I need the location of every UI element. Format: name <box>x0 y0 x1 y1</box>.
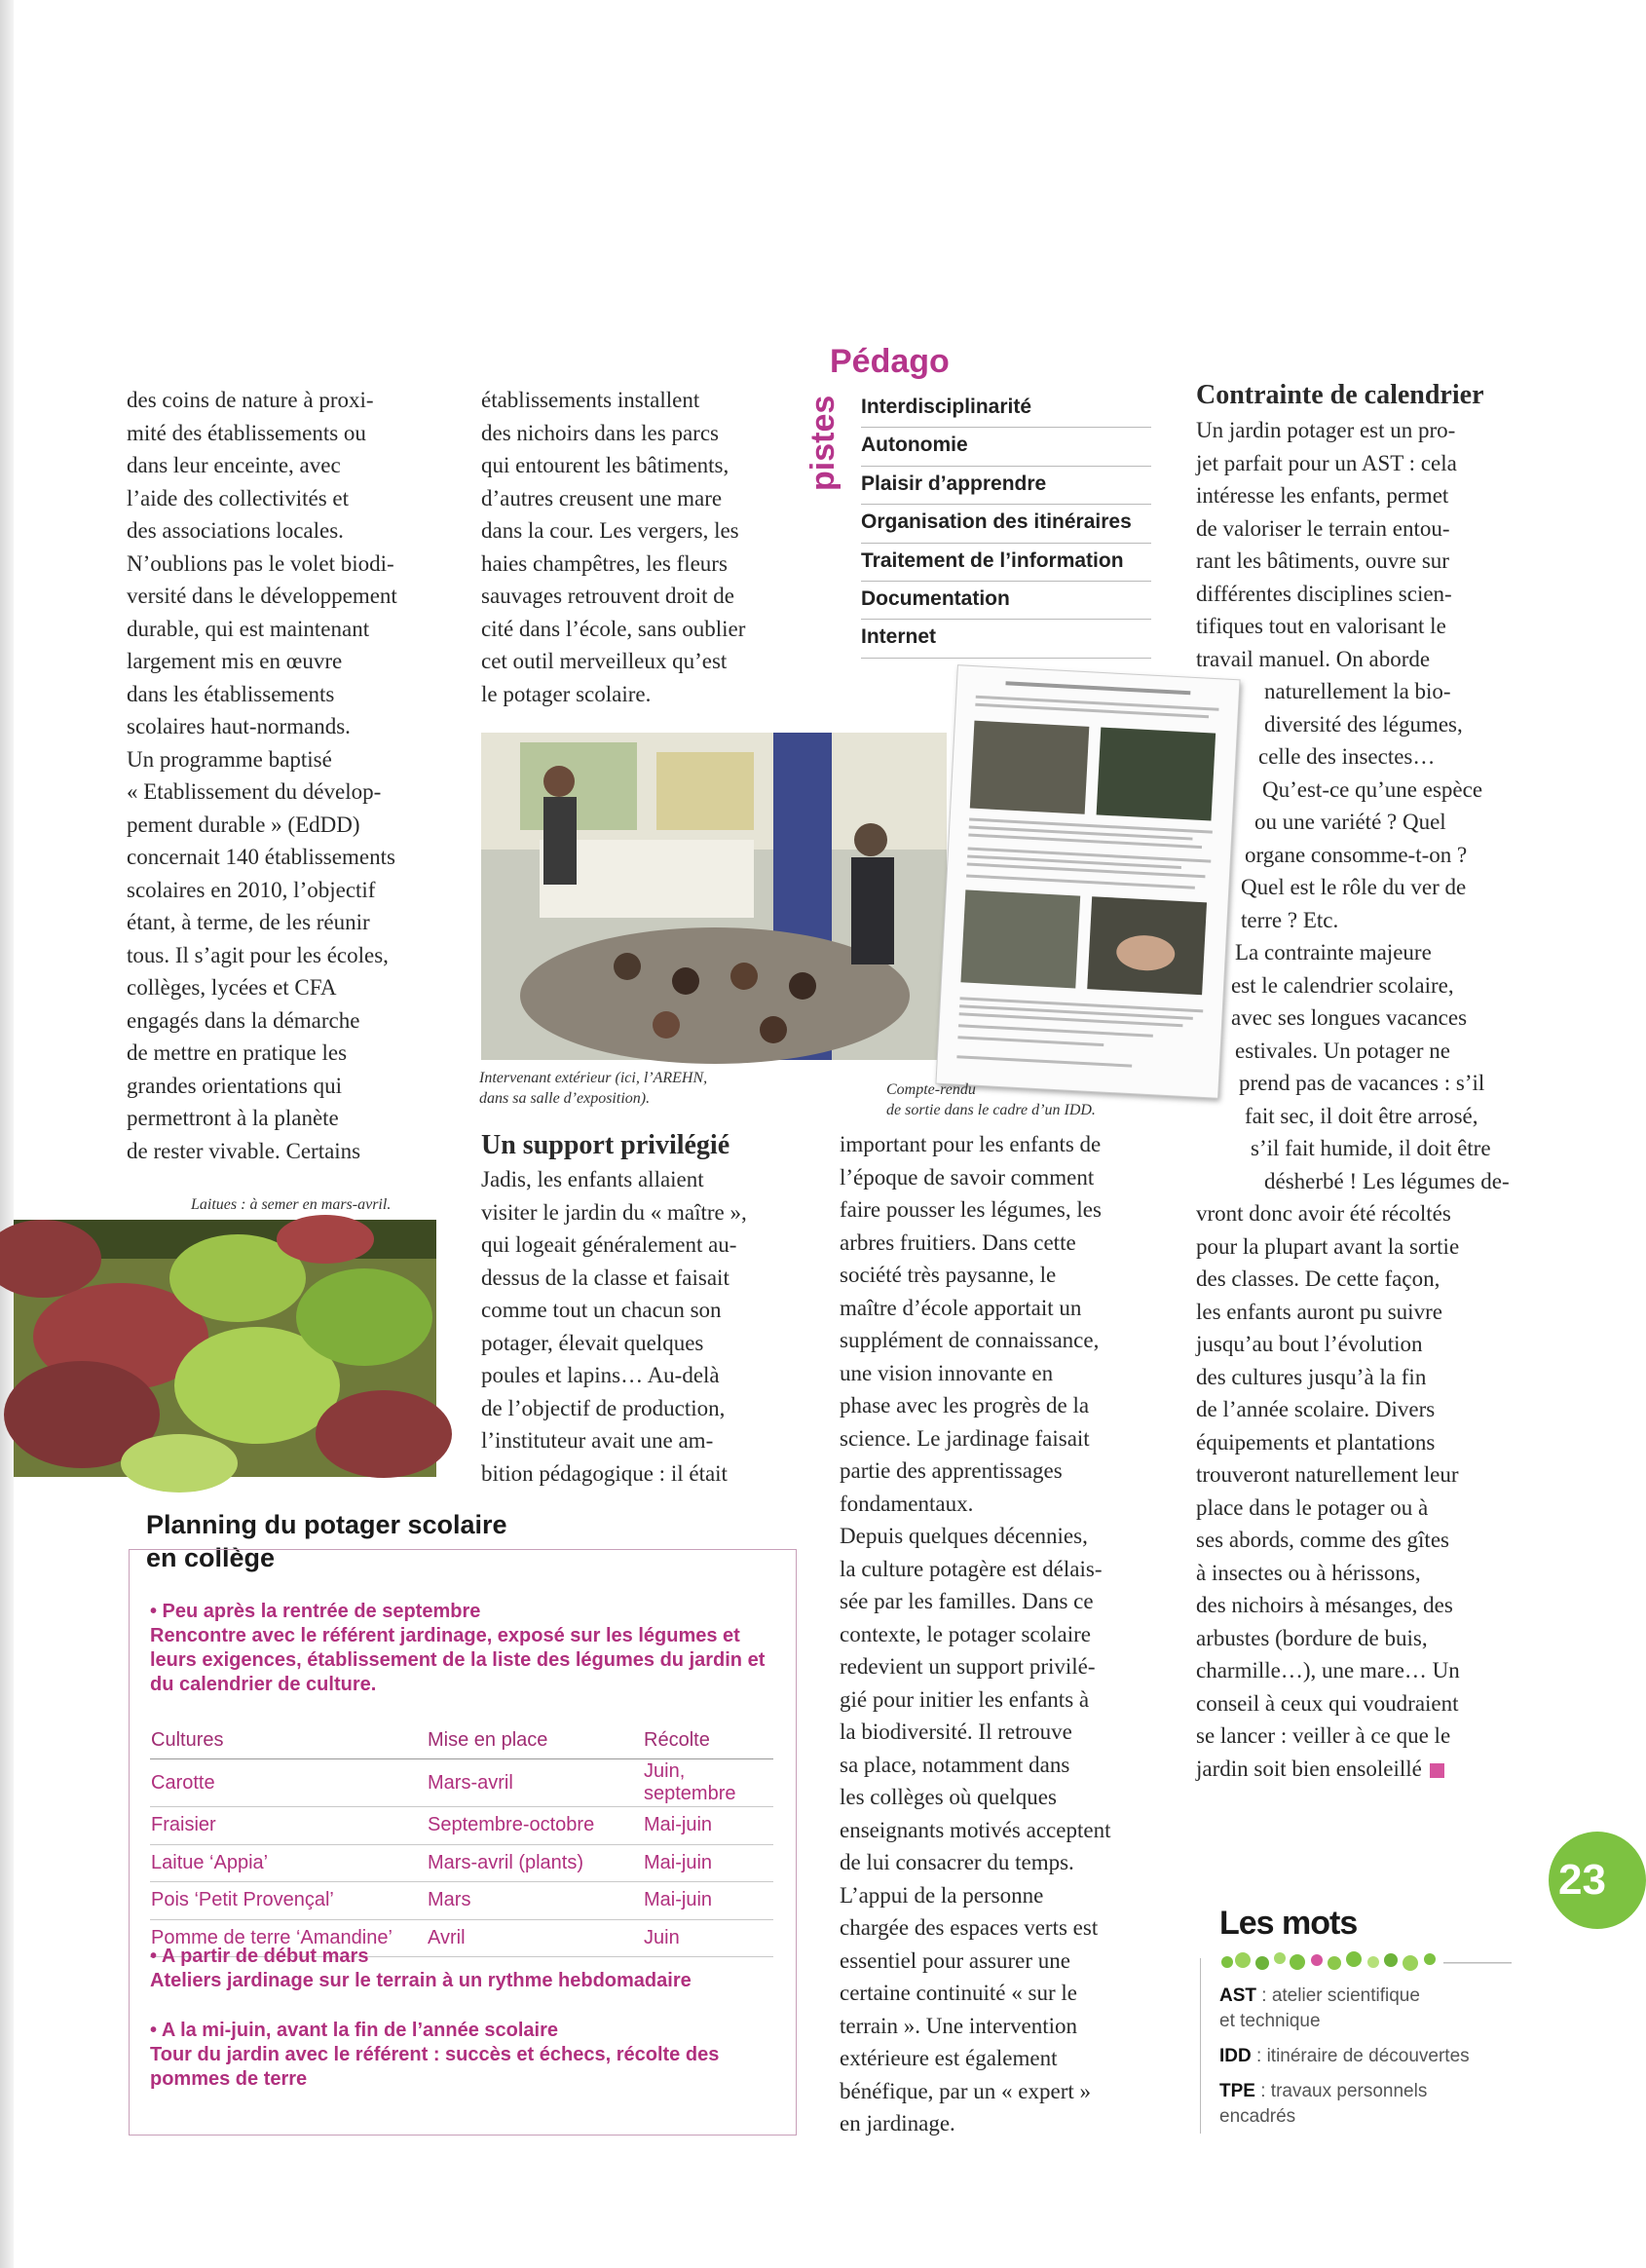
col3b-line: phase avec les progrès de la <box>840 1393 1090 1418</box>
support-line: l’instituteur avait une am- <box>481 1428 714 1453</box>
mots-term: AST <box>1219 1985 1256 2006</box>
mots-text: : travaux personnels <box>1254 2081 1428 2101</box>
support-text <box>481 1163 793 1490</box>
planting-period: Mars-avril (plants) <box>427 1844 643 1882</box>
col3b-line: fondamentaux. <box>840 1491 974 1516</box>
col2-line: qui entourent les bâtiments, <box>481 453 729 477</box>
col3b-line: la culture potagère est délais- <box>840 1556 1103 1581</box>
col4-line: Quel est le rôle du ver de <box>1241 875 1467 899</box>
col1-line: de rester vivable. Certains <box>127 1138 361 1163</box>
pistes-item: Internet <box>861 620 1151 658</box>
planning-table-header <box>150 1722 773 1759</box>
col4-line: tifiques tout en valorisant le <box>1196 614 1446 638</box>
col4-line: de valoriser le terrain entou- <box>1196 515 1450 541</box>
support-line: Jadis, les enfants allaient <box>481 1167 704 1191</box>
planning-row <box>150 1882 773 1920</box>
col1-line: permettront à la planète <box>127 1106 339 1130</box>
harvest-period: Juin, septembre <box>643 1759 773 1807</box>
pistes-item: Plaisir d’apprendre <box>861 467 1151 505</box>
col1-line: pement durable » (EdDD) <box>127 812 360 837</box>
planting-period: Mars-avril <box>427 1759 643 1807</box>
col4-line: travail manuel. On aborde <box>1196 646 1431 671</box>
calendar-heading: Contrainte de calendrier <box>1196 380 1484 410</box>
report-caption-line-1: Compte-rendu <box>886 1081 976 1098</box>
col4-line: place dans le potager ou à <box>1196 1494 1429 1520</box>
mots-definition <box>1219 2079 1427 2130</box>
support-line: de l’objectif de production, <box>481 1395 726 1420</box>
support-line: potager, élevait quelques <box>481 1330 704 1355</box>
col4-line: terre ? Etc. <box>1241 907 1339 932</box>
col3b-line: enseignants motivés acceptent <box>840 1817 1111 1842</box>
support-line: dessus de la classe et faisait <box>481 1265 729 1290</box>
col2-line: le potager scolaire. <box>481 681 652 706</box>
step-1-line-1: Rencontre avec le référent jardinage, exposé sur les légumes et <box>150 1625 740 1646</box>
col4-line: organe consomme-t-on ? <box>1245 842 1468 867</box>
col3b-line: certaine continuité « sur le <box>840 1981 1077 2005</box>
step-1-title: • Peu après la rentrée de septembre <box>150 1601 481 1622</box>
pistes-item: Autonomie <box>861 428 1151 466</box>
support-heading: Un support privilégié <box>481 1130 730 1160</box>
col4-line: se lancer : veiller à ce que le <box>1196 1723 1451 1748</box>
article-column-2 <box>481 384 793 710</box>
col3b-line: les collèges où quelques <box>840 1785 1057 1809</box>
col1-line: scolaires haut-normands. <box>127 714 351 738</box>
page-number-badge: 23 <box>1549 1832 1646 1929</box>
col4-line: ses abords, comme des gîtes <box>1196 1528 1449 1552</box>
col3b-line: Depuis quelques décennies, <box>840 1524 1088 1548</box>
col3b-line: sée par les familles. Dans ce <box>840 1589 1094 1613</box>
col3b-line: science. Le jardinage faisait <box>840 1425 1090 1451</box>
col3b-line: sa place, notamment dans <box>840 1752 1070 1777</box>
planning-row <box>150 1759 773 1807</box>
step-2-title: • A partir de début mars <box>150 1946 369 1967</box>
mots-definition <box>1219 1984 1420 2034</box>
col4-line: celle des insectes… <box>1258 744 1436 769</box>
pistes-item: Traitement de l’information <box>861 544 1151 582</box>
support-line: bition pédagogique : il était <box>481 1460 728 1486</box>
col4-line: des nichoirs à mésanges, des <box>1196 1593 1453 1617</box>
col4-line: différentes disciplines scien- <box>1196 581 1452 606</box>
col1-line: engagés dans la démarche <box>127 1007 360 1033</box>
col4-line: diversité des légumes, <box>1264 711 1463 737</box>
end-of-article-marker <box>1430 1763 1444 1778</box>
col4-line: jardin soit bien ensoleillé <box>1196 1753 1517 1786</box>
col4-line: s’il fait humide, il doit être <box>1251 1136 1491 1160</box>
header-mise-en-place: Mise en place <box>427 1722 643 1759</box>
col4-line: est le calendrier scolaire, <box>1231 972 1454 998</box>
col4-line: rant les bâtiments, ouvre sur <box>1196 548 1449 573</box>
col3b-line: partie des apprentissages <box>840 1458 1063 1483</box>
planting-period: Septembre-octobre <box>427 1807 643 1845</box>
col4-line: ou une variété ? Quel <box>1254 810 1446 834</box>
planning-step-2 <box>150 1945 773 1993</box>
col1-line: mité des établissements ou <box>127 420 366 445</box>
col3b-line: de lui consacrer du temps. <box>840 1850 1074 1874</box>
planning-step-1 <box>150 1600 773 1697</box>
pistes-item: Interdisciplinarité <box>861 390 1151 428</box>
col4-line: conseil à ceux qui voudraient <box>1196 1690 1459 1716</box>
mots-term: TPE <box>1219 2081 1255 2101</box>
col1-line: Un programme baptisé <box>127 746 332 772</box>
col4-line: Un jardin potager est un pro- <box>1196 418 1456 442</box>
classroom-photo <box>481 733 947 1060</box>
step-1-line-3: du calendrier de culture. <box>150 1674 377 1695</box>
col1-line: durable, qui est maintenant <box>127 616 370 641</box>
mots-text: : atelier scientifique <box>1256 1985 1420 2006</box>
pistes-title: Pédago <box>830 343 950 380</box>
col2-line: des nichoirs dans les parcs <box>481 420 719 445</box>
lettuce-photo <box>14 1220 436 1477</box>
col1-line: concernait 140 établissements <box>127 845 395 869</box>
col2-line: cité dans l’école, sans oublier <box>481 616 746 641</box>
col1-line: étant, à terme, de les réunir <box>127 910 370 934</box>
mots-term: IDD <box>1219 2046 1252 2066</box>
col3b-line: l’époque de savoir comment <box>840 1164 1095 1190</box>
col1-line: dans leur enceinte, avec <box>127 453 341 477</box>
header-cultures: Cultures <box>150 1722 427 1759</box>
step-3-line-1: Tour du jardin avec le référent : succès et échecs, récolte des <box>150 2044 720 2065</box>
header-recolte: Récolte <box>643 1722 773 1759</box>
col3b-line: redevient un support privilé- <box>840 1654 1096 1679</box>
col3b-line: la biodiversité. Il retrouve <box>840 1720 1072 1744</box>
calendar-text <box>1196 414 1517 1785</box>
col1-line: « Etablissement du dévelop- <box>127 779 382 804</box>
support-line: poules et lapins… Au-delà <box>481 1363 720 1387</box>
step-3-title: • A la mi-juin, avant la fin de l’année scolaire <box>150 2020 558 2041</box>
col1-line: tous. Il s’agit pour les écoles, <box>127 942 389 967</box>
planning-table <box>150 1722 773 1957</box>
mots-title: Les mots <box>1219 1905 1358 1942</box>
support-line: visiter le jardin du « maître », <box>481 1199 747 1225</box>
col3b-line: une vision innovante en <box>840 1360 1054 1385</box>
planning-title-line-1: Planning du potager scolaire <box>146 1510 507 1539</box>
col1-line: des coins de nature à proxi- <box>127 388 374 412</box>
col4-line: fait sec, il doit être arrosé, <box>1245 1103 1478 1128</box>
col2-line: cet outil merveilleux qu’est <box>481 649 728 673</box>
col4-line: de l’année scolaire. Divers <box>1196 1397 1436 1421</box>
col1-line: scolaires en 2010, l’objectif <box>127 877 376 902</box>
col3b-line: extérieure est également <box>840 2046 1058 2070</box>
mots-definition <box>1219 2044 1470 2069</box>
crop-name: Pois ‘Petit Provençal’ <box>150 1882 427 1920</box>
pistes-vertical-label: pistes <box>804 395 842 491</box>
col4-line: avec ses longues vacances <box>1231 1005 1468 1030</box>
mots-text-continued: et technique <box>1219 2011 1321 2031</box>
article-column-4 <box>1196 378 1517 1785</box>
col3b-line: L’appui de la personne <box>840 1882 1044 1908</box>
crop-name: Pomme de terre ‘Amandine’ <box>150 1919 427 1957</box>
col3b-line: société très paysanne, le <box>840 1263 1057 1287</box>
support-line: qui logeait généralement au- <box>481 1232 737 1257</box>
col4-line: les enfants auront pu suivre <box>1196 1299 1442 1324</box>
col3b-line: terrain ». Une intervention <box>840 2013 1077 2038</box>
col2-line: sauvages retrouvent droit de <box>481 584 734 608</box>
col4-line: La contrainte majeure <box>1235 940 1432 964</box>
step-3-line-2: pommes de terre <box>150 2068 308 2090</box>
mots-text: : itinéraire de découvertes <box>1251 2046 1470 2066</box>
col1-line: grandes orientations qui <box>127 1073 343 1098</box>
col3b-line: chargée des espaces verts est <box>840 1915 1099 1940</box>
col4-line: désherbé ! Les légumes de- <box>1264 1168 1510 1193</box>
planning-row <box>150 1807 773 1845</box>
col1-line: des associations locales. <box>127 518 344 543</box>
col4-line: des classes. De cette façon, <box>1196 1266 1440 1291</box>
col1-line: collèges, lycées et CFA <box>127 975 337 1000</box>
mots-text-continued: encadrés <box>1219 2106 1296 2127</box>
col4-line: prend pas de vacances : s’il <box>1239 1071 1485 1095</box>
lettuce-caption: Laitues : à semer en mars-avril. <box>191 1196 392 1213</box>
col2-line: d’autres creusent une mare <box>481 485 723 510</box>
col3b-line: arbres fruitiers. Dans cette <box>840 1229 1076 1255</box>
col3b-line: important pour les enfants de <box>840 1132 1102 1156</box>
col4-line: des cultures jusqu’à la fin <box>1196 1364 1427 1389</box>
report-caption-line-2: de sortie dans le cadre d’un IDD. <box>886 1102 1096 1118</box>
col3b-line: gié pour initier les enfants à <box>840 1686 1090 1712</box>
harvest-period: Mai-juin <box>643 1882 773 1920</box>
crop-name: Laitue ‘Appia’ <box>150 1844 427 1882</box>
col3b-line: bénéfique, par un « expert » <box>840 2078 1092 2103</box>
crop-name: Carotte <box>150 1759 427 1807</box>
col2-line: dans la cour. Les vergers, les <box>481 518 739 543</box>
support-section <box>481 1128 793 1490</box>
harvest-period: Mai-juin <box>643 1807 773 1845</box>
col3b-line: supplément de connaissance, <box>840 1328 1100 1352</box>
harvest-period: Juin <box>643 1919 773 1957</box>
col1-line: l’aide des collectivités et <box>127 485 349 510</box>
col3b-line: maître d’école apportait un <box>840 1295 1082 1320</box>
step-2-line: Ateliers jardinage sur le terrain à un rythme hebdomadaire <box>150 1970 692 1991</box>
col4-line: Qu’est-ce qu’une espèce <box>1262 776 1483 802</box>
col3b-line: en jardinage. <box>840 2111 955 2136</box>
col4-line: estivales. Un potager ne <box>1235 1038 1450 1063</box>
page-spine-shadow <box>0 0 14 2268</box>
col4-line: charmille…), une mare… Un <box>1196 1658 1460 1682</box>
col4-line: pour la plupart avant la sortie <box>1196 1233 1460 1259</box>
pistes-item: Documentation <box>861 582 1151 620</box>
col4-line: jet parfait pour un AST : cela <box>1196 450 1457 475</box>
col3b-line: faire pousser les légumes, les <box>840 1197 1102 1222</box>
article-column-1 <box>127 384 448 1167</box>
col4-line: équipements et plantations <box>1196 1429 1436 1455</box>
col4-line: naturellement la bio- <box>1264 679 1451 703</box>
crop-name: Fraisier <box>150 1807 427 1845</box>
col1-line: de mettre en pratique les <box>127 1040 348 1065</box>
classroom-caption-line-1: Intervenant extérieur (ici, l’AREHN, <box>479 1070 708 1086</box>
planning-row <box>150 1844 773 1882</box>
col4-line: à insectes ou à hérissons, <box>1196 1560 1421 1585</box>
col3b-line: contexte, le potager scolaire <box>840 1621 1091 1646</box>
planting-period: Avril <box>427 1919 643 1957</box>
col4-line: arbustes (bordure de buis, <box>1196 1625 1428 1650</box>
col1-line: dans les établissements <box>127 681 335 706</box>
col1-line: versité dans le développement <box>127 584 397 608</box>
col2-line: établissements installent <box>481 388 700 412</box>
report-document-photo <box>936 665 1240 1099</box>
planting-period: Mars <box>427 1882 643 1920</box>
col2-line: haies champêtres, les fleurs <box>481 550 728 576</box>
support-line: comme tout un chacun son <box>481 1298 722 1322</box>
planning-step-3 <box>150 2019 773 2092</box>
col1-line: largement mis en œuvre <box>127 649 343 673</box>
article-column-3 <box>840 1128 1161 2140</box>
col1-line: N’oublions pas le volet biodi- <box>127 550 394 576</box>
step-1-line-2: leurs exigences, établissement de la liste des légumes du jardin et <box>150 1649 766 1671</box>
classroom-caption-line-2: dans sa salle d’exposition). <box>479 1090 651 1107</box>
harvest-period: Mai-juin <box>643 1844 773 1882</box>
pistes-list <box>861 390 1151 659</box>
pistes-item: Organisation des itinéraires <box>861 505 1151 543</box>
col4-line: intéresse les enfants, permet <box>1196 483 1449 508</box>
planning-title-line-2: en collège <box>146 1543 276 1572</box>
col4-line: jusqu’au bout l’évolution <box>1196 1332 1423 1356</box>
col4-line: vront donc avoir été récoltés <box>1196 1201 1451 1226</box>
col3b-line: essentiel pour assurer une <box>840 1947 1070 1973</box>
col4-line: trouveront naturellement leur <box>1196 1462 1459 1487</box>
